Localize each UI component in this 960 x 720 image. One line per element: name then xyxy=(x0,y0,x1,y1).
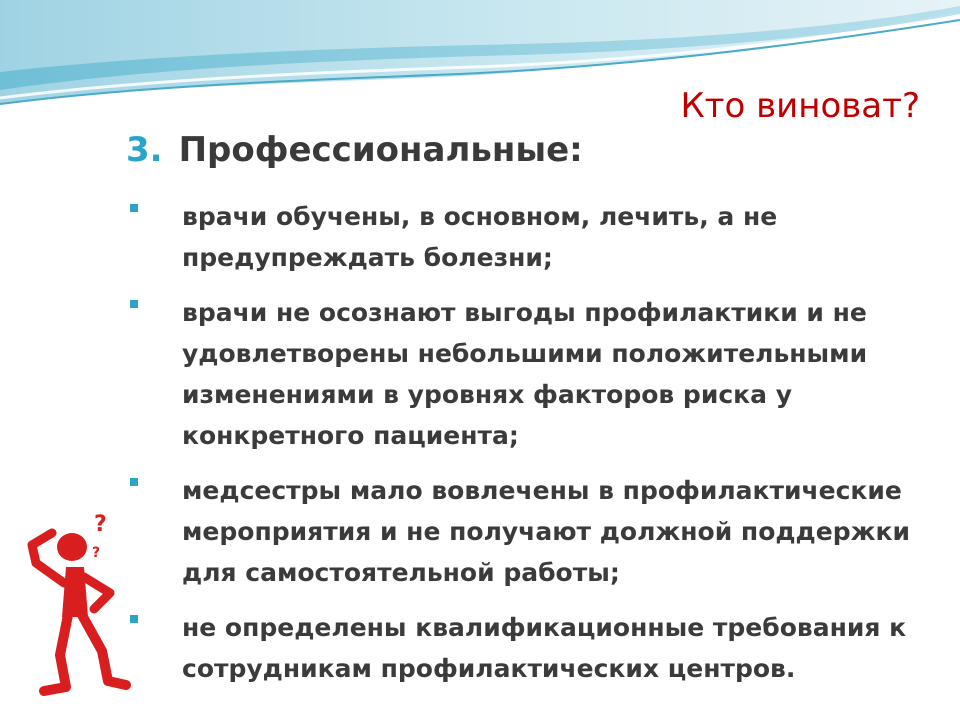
bullet-text: врачи обучены, в основном, лечить, а не предупреждать болезни; xyxy=(182,202,778,272)
bullet-list xyxy=(126,196,946,703)
bullet-text: не определены квалификационные требования к сотрудникам профилактических центров. xyxy=(182,613,907,683)
square-bullet-icon xyxy=(130,478,138,486)
question-mark-small: ? xyxy=(92,545,101,561)
bullet-text: врачи не осознают выгоды профилактики и не удовлетворены небольшими положительными изменениями в уровнях факторов риска у конкретного пациента; xyxy=(182,298,868,450)
square-bullet-icon xyxy=(130,204,138,212)
bullet-item xyxy=(126,196,946,278)
question-mark-large: ? xyxy=(94,512,107,537)
section-number: 3. xyxy=(126,130,163,170)
square-bullet-icon xyxy=(130,300,138,308)
section-heading xyxy=(126,130,583,170)
confused-person-icon xyxy=(14,505,139,705)
bullet-text: медсестры мало вовлечены в профилактические мероприятия и не получают должной поддержки для самостоятельной работы; xyxy=(182,476,910,587)
slide-title: Кто виноват? xyxy=(680,86,920,126)
bullet-item xyxy=(126,292,946,456)
section-heading-text: Профессиональные: xyxy=(178,130,583,170)
bullet-item xyxy=(126,470,946,593)
bullet-item xyxy=(126,607,946,689)
